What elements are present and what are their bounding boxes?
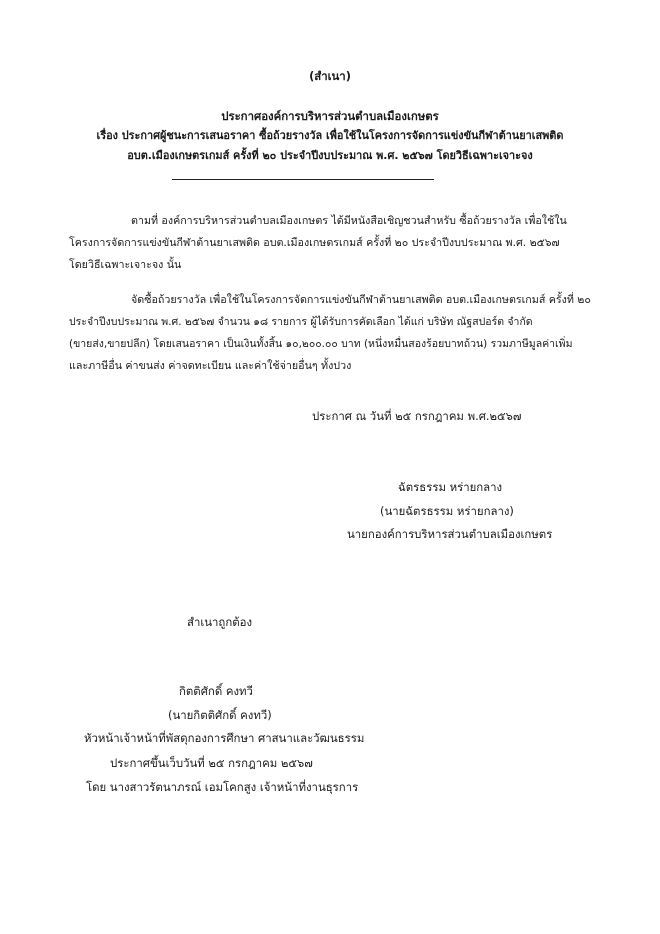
org-announcement-title: ประกาศองค์การบริหารส่วนตำบลเมืองเกษตร xyxy=(221,109,439,123)
para2-line-2: ประจำปีงบประมาณ พ.ศ. ๒๕๖๗ จำนวน ๑๘ รายการ ผู้ได้รับการคัดเลือก ได้แก่ บริษัท ณัฐสปอร์ต จำกัด xyxy=(69,316,533,328)
para1-line-3: โดยวิธีเฉพาะเจาะจง นั้น xyxy=(69,258,182,271)
web-post-date: ประกาศขึ้นเว็บวันที่ ๒๕ กรกฎาคม ๒๕๖๗ xyxy=(110,756,313,770)
posted-by: โดย นางสาวรัตนาภรณ์ เอมโคกสูง เจ้าหน้าที่งานธุรการ xyxy=(86,780,359,794)
para1-line-1: ตามที่ องค์การบริหารส่วนตำบลเมืองเกษตร ได้มีหนังสือเชิญชวนสำหรับ ซื้อถ้วยรางวัล เพื่อใช้ใน xyxy=(131,214,567,227)
para2-line-3: (ขายส่ง,ขายปลีก) โดยเสนอราคา เป็นเงินทั้งสิ้น ๑๐,๒๐๐.๐๐ บาท (หนึ่งหมื่นสองร้อยบาทถ้วน) รวมภาษีมูลค่าเพิ่ม xyxy=(69,338,573,350)
para2-line-1: จัดซื้อถ้วยรางวัล เพื่อใช้ในโครงการจัดการแข่งขันกีฬาต้านยาเสพติด อบต.เมืองเกษตรเกมส์ ครั้งที่ ๒๐ xyxy=(131,293,591,306)
certified-copy-label: สำเนาถูกต้อง xyxy=(187,615,253,629)
subject-line-2: อบต.เมืองเกษตรเกมส์ ครั้งที่ ๒๐ ประจำปีงบประมาณ พ.ศ. ๒๕๖๗ โดยวิธีเฉพาะเจาะจง xyxy=(127,149,533,162)
announce-date: ประกาศ ณ วันที่ ๒๕ กรกฎาคม พ.ศ.๒๕๖๗ xyxy=(312,409,522,423)
subject-line-1: เรื่อง ประกาศผู้ชนะการเสนอราคา ซื้อถ้วยรางวัล เพื่อใช้ในโครงการจัดการแข่งขันกีฬาต้านยาเสพติด xyxy=(96,129,564,142)
signer-signature: ฉัตรธรรม หร่ายกลาง xyxy=(398,480,503,494)
para2-line-4: และภาษีอื่น ค่าขนส่ง ค่าจดทะเบียน และค่าใช้จ่ายอื่นๆ ทั้งปวง xyxy=(69,359,352,372)
signer-full-name: (นายฉัตรธรรม หร่ายกลาง) xyxy=(380,504,514,518)
certifier-full-name: (นายกิตติศักดิ์ คงทวี) xyxy=(168,708,272,722)
para1-line-2: โครงการจัดการแข่งขันกีฬาต้านยาเสพติด อบต.เมืองเกษตรเกมส์ ครั้งที่ ๒๐ ประจำปีงบประมาณ พ.ศ. ๒๕๖๗ xyxy=(69,236,560,249)
copy-mark: (สำเนา) xyxy=(309,69,351,83)
signer-position: นายกองค์การบริหารส่วนตำบลเมืองเกษตร xyxy=(347,527,553,541)
certifier-position: หัวหน้าเจ้าหน้าที่พัสดุกองการศึกษา ศาสนาและวัฒนธรรม xyxy=(84,731,365,745)
header-divider xyxy=(172,179,434,180)
certifier-signature: กิตติศักดิ์ คงทวี xyxy=(179,684,253,698)
